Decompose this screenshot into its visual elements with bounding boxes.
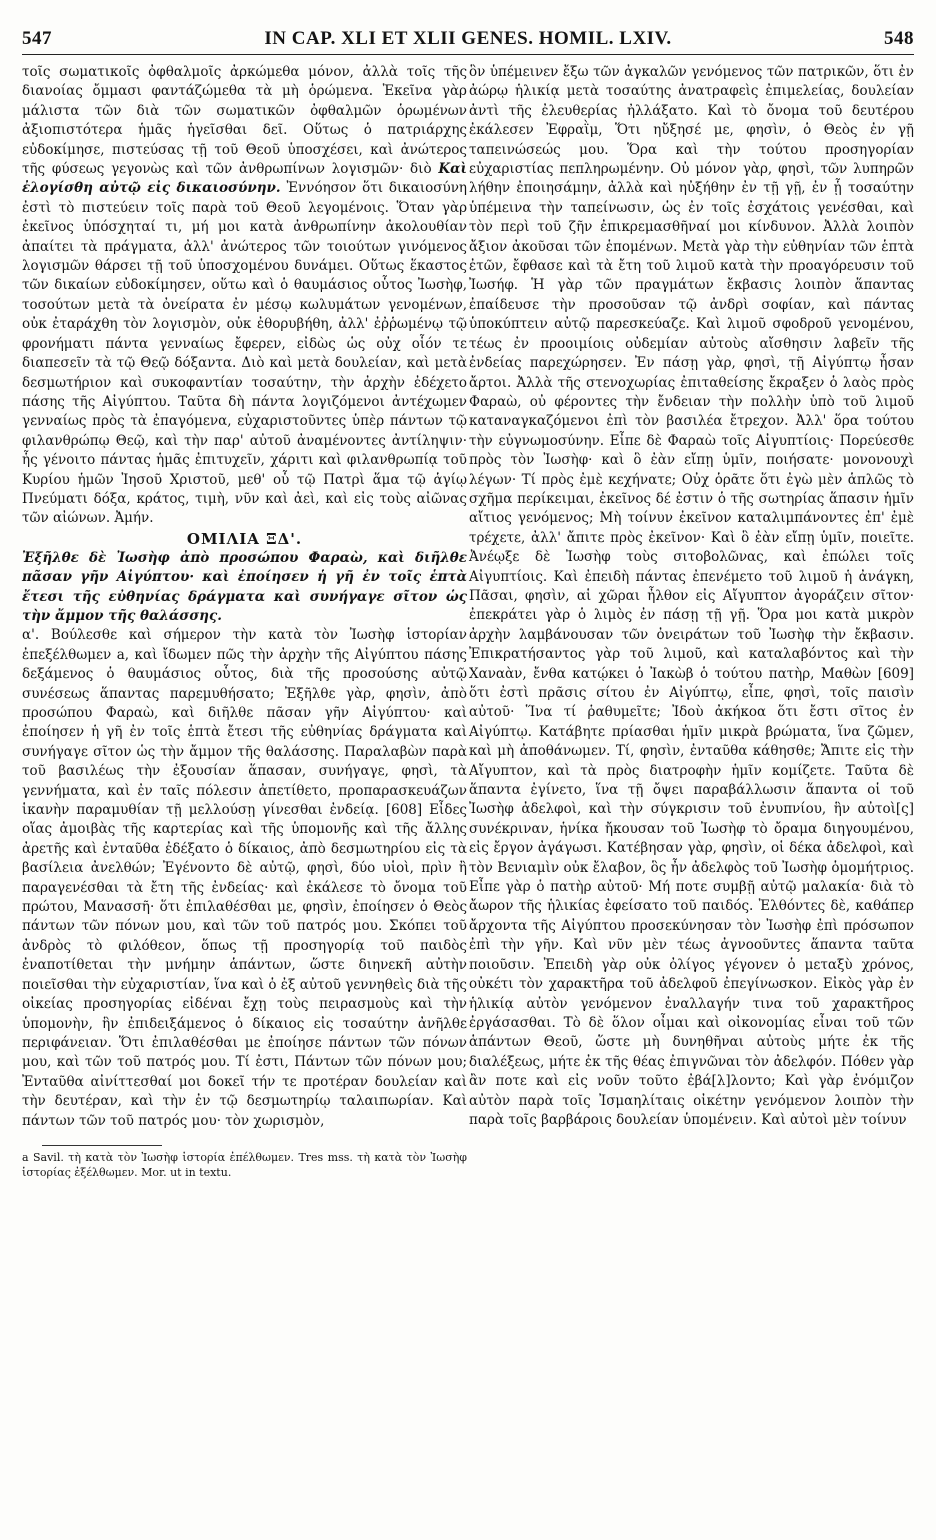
right-column (469, 63, 914, 1180)
two-column-body (22, 63, 914, 1180)
homily-lemma: Ἐξῆλθε δὲ Ἰωσὴφ ἀπὸ προσώπου Φαραὼ, καὶ διῆλθε πᾶσαν γῆν Αἰγύπτου· καὶ ἐποίησεν ἡ γῆ ἐν τοῖς ἑπτὰ ἔτεσι τῆς εὐθηνίας δράγματα καὶ συνήγαγε σῖτον ὡς τὴν ἄμμον τῆς θαλάσσης. (22, 549, 467, 624)
running-header (22, 28, 914, 55)
left-paragraph-2: α'. Βούλεσθε καὶ σήμερον τὴν κατὰ τὸν Ἰωσὴφ ἱστορίαν ἐπεξέλθωμεν a, καὶ ἴδωμεν πῶς τὴν ἀρχὴν τῆς Αἰγύπτου πάσης δεξάμενος ὁ θαυμάσιος οὗτος, διὰ τῆς προσούσης αὐτῷ συνέσεως ἅπαντας παρεμυθήσατο; Ἐξῆλθε γὰρ, φησὶν, ἀπὸ προσώπου Φαραὼ, καὶ διῆλθε πᾶσαν γῆν Αἰγύπτου· καὶ ἐποίησεν ἡ γῆ ἐν τοῖς ἑπτὰ ἔτεσι τῆς εὐθηνίας δράγματα καὶ συνήγαγε σῖτον ὡς τὴν ἄμμον τῆς θαλάσσης. Παραλαβὼν παρὰ τοῦ βασιλέως τὴν ἐξουσίαν ἅπασαν, συνήγαγε, φησὶ, τὰ γεννήματα, καὶ ἐν ταῖς πόλεσιν ἀπετίθετο, προπαρασκευάζων ἱκανὴν παραμυθίαν τῇ μελλούσῃ γίνεσθαι ἐνδείᾳ. [608] Εἶδες οἵας ἀμοιβὰς τῆς καρτερίας καὶ τῆς ὑπομονῆς καὶ τῆς ἄλλης ἀρετῆς καὶ ἐνταῦθα ἐδέξατο ὁ δίκαιος, ἀπὸ δεσμωτηρίου εἰς τὰ βασίλεια ἀνελθών; Ἐγένοντο δὲ αὐτῷ, φησὶ, δύο υἱοὶ, πρὶν ἢ παραγενέσθαι τὰ ἔτη τῆς ἐνδείας· καὶ ἐκάλεσε τὸ ὄνομα τοῦ πρώτου, Μανασσῆ· ὅτι ἐπιλαθέσθαι με, φησὶν, ἐποίησεν ὁ Θεὸς πάντων τῶν πόνων μου, καὶ τῶν τοῦ πατρός μου. Σκόπει τοῦ ἀνδρὸς τὸ φιλόθεον, ὅπως τῇ προσηγορίᾳ τοῦ παιδὸς ἐναποτίθεται τὴν μνήμην ἁπάντων, ὥστε διηνεκῆ αὐτὴν ποιεῖσθαι τὴν εὐχαριστίαν, ἵνα καὶ ὁ ἐξ αὐτοῦ γεννηθεὶς διὰ τῆς οἰκείας προσηγορίας εἰδέναι ἔχῃ τοὺς πειρασμοὺς καὶ τὴν ὑπομονὴν, ἣν ἐπιδειξάμενος ὁ δίκαιος εἰς τοσαύτην ἀνῆλθε περιφάνειαν. Ὅτι ἐπιλαθέσθαι με ἐποίησε πάντων τῶν πόνων μου, καὶ τῶν τοῦ πατρός μου. Τί ἐστι, Πάντων τῶν πόνων μου; Ἐνταῦθα αἰνίττεσθαί μοι δοκεῖ τήν τε προτέραν δουλείαν καὶ τὴν δευτέραν, καὶ τὴν ἐν τῷ δεσμωτηρίῳ ταλαιπωρίαν. Καὶ πάντων τῶν τοῦ πατρός μου· τὸν χωρισμὸν, (22, 627, 467, 1129)
running-title: IN CAP. XLI ET XLII GENES. HOMIL. LXIV. (264, 28, 672, 49)
right-page-number: 548 (884, 28, 914, 49)
right-paragraph-1: ὃν ὑπέμεινεν ἔξω τῶν ἀγκαλῶν γενόμενος τῶν πατρικῶν, ὅτι ἐν ἀώρῳ ἡλικίᾳ μετὰ τοσαύτης ἀνατραφεὶς ἐπιμελείας, δουλείαν ἀντὶ τῆς ἐλευθερίας ἠλλάξατο. Καὶ τὸ ὄνομα τοῦ δευτέρου ἐκάλεσεν Ἐφραῒμ, Ὅτι ηὔξησέ με, φησὶν, ὁ Θεὸς ἐν γῇ ταπεινώσεώς μου. Ὅρα καὶ τὴν τούτου προσηγορίαν εὐχαριστίας πεπληρωμένην. Οὐ μόνον γὰρ, φησὶ, τῶν λυπηρῶν λήθην ἐποιησάμην, ἀλλὰ καὶ ηὐξήθην ἐν τῇ γῇ, ἐν ᾗ τοσαύτην ὑπέμεινα τὴν ταπείνωσιν, ὡς ἐν τοῖς ἐσχάτοις γενέσθαι, καὶ τὸν περὶ τοῦ ζῆν ἐπικρεμασθῆναί μοι κίνδυνον. Ἀλλὰ λοιπὸν ἄξιον ἀκοῦσαι τῶν ἑπομένων. Μετὰ γὰρ τὴν εὐθηνίαν τῶν ἑπτὰ ἐτῶν, ἔφθασε καὶ τὰ ἔτη τοῦ λιμοῦ κατὰ τὴν προαγόρευσιν τοῦ Ἰωσήφ. Ἡ γὰρ τῶν πραγμάτων ἔκβασις λοιπὸν ἅπαντας ἐπαίδευσε τὴν προσοῦσαν τῷ ἀνδρὶ σοφίαν, καὶ πάντας ὑποκύπτειν αὐτῷ παρεσκεύαζε. Καὶ λιμοῦ σφοδροῦ γενομένου, τέως ἐν προοιμίοις οὐδεμίαν αὐτοὺς αἴσθησιν λαβεῖν τῆς ἐνδείας παρεχώρησεν. Ἐν πάσῃ γὰρ, φησὶ, τῇ Αἰγύπτῳ ἦσαν ἄρτοι. Ἀλλὰ τῆς στενοχωρίας ἐπιταθείσης ἔκραξεν ὁ λαὸς πρὸς Φαραὼ, οὐ φέροντες τὴν ἔνδειαν τὴν πολλὴν ὑπὸ τοῦ λιμοῦ καταναγκαζόμενοι ἐπὶ τὸν βασιλέα ἔτρεχον. Ἀλλ' ὅρα τούτου τὴν εὐγνωμοσύνην. Εἶπε δὲ Φαραὼ τοῖς Αἰγυπτίοις· Πορεύεσθε πρὸς τὸν Ἰωσὴφ· καὶ ὃ ἐὰν εἴπῃ ὑμῖν, ποιήσατε· μονονουχὶ λέγων· Τί πρὸς ἐμὲ κεχήνατε; Οὐχ ὁρᾶτε ὅτι ἐγὼ μὲν ἁπλῶς τὸ σχῆμα περίκειμαι, ἐκεῖνος δέ ἐστιν ὁ τῆς σωτηρίας ἅπασιν ἡμῖν αἴτιος γενόμενος; Μὴ τοίνυν ἐκεῖνον καταλιμπάνοντες ἐπ' ἐμὲ τρέχετε, ἀλλ' ἄπιτε πρὸς ἐκεῖνον· Καὶ ὃ ἐὰν εἴπῃ ὑμῖν, ποιεῖτε. Ἀνέῳξε δὲ Ἰωσὴφ τοὺς σιτοβολῶνας, καὶ ἐπώλει τοῖς Αἰγυπτίοις. Καὶ ἐπειδὴ πάντας ἐπενέμετο τοῦ λιμοῦ ἡ ἀνάγκη, Πᾶσαι, φησὶν, αἱ χῶραι ἦλθον εἰς Αἴγυπτον ἀγοράζειν σῖτον· ἐπεκράτει γὰρ ὁ λιμὸς ἐν πάσῃ τῇ γῇ. Ὅρα μοι κατὰ μικρὸν ἀρχὴν λαμβάνουσαν τῶν ὀνειράτων τοῦ Ἰωσὴφ τὴν ἔκβασιν. Ἐπικρατήσαντος γὰρ τοῦ λιμοῦ, καὶ καταλαβόντος καὶ τὴν Χαναὰν, ἔνθα κατῴκει ὁ Ἰακὼβ ὁ τούτου πατὴρ, Μαθὼν [609] ὅτι ἐστὶ πρᾶσις σίτου ἐν Αἰγύπτῳ, εἶπε, φησὶ, τοῖς παισὶν αὐτοῦ· Ἵνα τί ῥαθυμεῖτε; Ἰδοὺ ἀκήκοα ὅτι ἔστι σῖτος ἐν Αἰγύπτῳ. Κατάβητε πρίασθαι ἡμῖν μικρὰ βρώματα, ἵνα ζῶμεν, καὶ μὴ ἀποθάνωμεν. Τί, φησὶν, ἐνταῦθα κάθησθε; Ἄπιτε εἰς τὴν Αἴγυπτον, καὶ τὰ πρὸς διατροφὴν ἡμῖν κομίζετε. Ταῦτα δὲ ἅπαντα ἐγίνετο, ἵνα τῇ ὄψει παραβάλλωσιν ἅπαντα οἱ τοῦ Ἰωσὴφ ἀδελφοὶ, καὶ τὴν σύγκρισιν τοῦ ἐνυπνίου, ἣν αὐτοὶ[ς] συνέκριναν, ἡνίκα ἤκουσαν τοῦ Ἰωσὴφ τὸ ὄραμα διηγουμένου, εἰς ἔργον ἀγάγωσι. Κατέβησαν γὰρ, φησὶν, οἱ δέκα ἀδελφοὶ, καὶ τὸν Βενιαμὶν οὐκ ἔλαβον, ὃς ἦν ἀδελφὸς τοῦ Ἰωσὴφ ὁμομήτριος. Εἶπε γὰρ ὁ πατὴρ αὐτοῦ· Μή ποτε συμβῇ αὐτῷ μαλακία· διὰ τὸ ἄωρον τῆς ἡλικίας ἐφείσατο τοῦ παιδός. Ἐλθόντες δὲ, καθάπερ ἄρχοντα τῆς Αἰγύπτου προσεκύνησαν τὸν Ἰωσὴφ ἐπὶ πρόσωπον ἐπὶ τὴν γῆν. Καὶ νῦν μὲν τέως ἀγνοοῦντες ἅπαντα ταῦτα ποιοῦσιν. Ἐπειδὴ γὰρ οὐκ ὀλίγος γέγονεν ὁ μεταξὺ χρόνος, οὐκέτι τὸν χαρακτῆρα τοῦ ἀδελφοῦ ἐπεγίνωσκον. Εἰκὸς γὰρ ἐν ἡλικίᾳ αὐτὸν γενόμενον ἐναλλαγήν τινα τοῦ χαρακτῆρος ἐργάσασθαι. Τὸ δὲ ὅλον οἶμαι καὶ οἰκονομίας εἶναι τοῦ τῶν ἁπάντων Θεοῦ, ὥστε μὴ δυνηθῆναι αὐτοὺς μήτε ἐκ τῆς διαλέξεως, μήτε ἐκ τῆς θέας ἐπιγνῶναι τὸν ἀδελφόν. Πόθεν γὰρ ἂν ποτε καὶ εἰς νοῦν τοῦτο ἐβά[λ]λοντο; Καὶ γὰρ ἐνόμιζον αὐτὸν παρὰ τοῖς Ἰσμαηλίταις οἰκέτην γενόμενον λοιπὸν τὴν παρὰ τοῖς βαρβάροις δουλείαν ὑπομένειν. Καὶ αὐτοὶ μὲν τοίνυν (469, 64, 914, 1128)
left-column (22, 63, 467, 1180)
footnote: a Savil. τὴ κατὰ τὸν Ἰωσὴφ ἱστορία ἐπέλθωμεν. Tres mss. τὴ κατὰ τὸν Ἰωσὴφ ἱστορίας ἐξέλθωμεν. Mor. ut in textu. (22, 1150, 467, 1179)
homily-title: ΟΜΙΛΙΑ ΞΔ'. (186, 529, 303, 548)
scripture-quote: Καὶ ἐλογίσθη αὐτῷ εἰς δικαιοσύνην. (22, 161, 468, 197)
left-paragraph-1: τοῖς σωματικοῖς ὀφθαλμοῖς ἀρκώμεθα μόνον, ἀλλὰ τοῖς τῆς διανοίας ὄμμασι φαντάζώμεθα τὰ μὴ ὁρώμενα. Ἐκεῖνα γὰρ μάλιστα τῶν διὰ τῶν σωματικῶν ὀφθαλμῶν ὁρωμένων ἀξιοπιστότερα ἡμᾶς ἡγεῖσθαι δεῖ. Οὕτως ὁ πατριάρχης εὐδοκίμησε, πιστεύσας τῇ τοῦ Θεοῦ ὑποσχέσει, καὶ ἀνώτερος τῆς φύσεως γεγονὼς καὶ τῶν ἀνθρωπίνων λογισμῶν· διὸ Καὶ ἐλογίσθη αὐτῷ εἰς δικαιοσύνην. Ἐννόησον ὅτι δικαιοσύνη ἐστὶ τὸ πιστεύειν τοῖς παρὰ τοῦ Θεοῦ λεγομένοις. Ὅταν γὰρ ἐκεῖνος ὑπόσχηταί τι, μή μοι κατὰ ἀνθρωπίνην ἀκολουθίαν ἀπαίτει τὰ πράγματα, ἀλλ' ἀνώτερος τῶν τοιούτων γινόμενος λογισμῶν θάρσει τῇ τοῦ ὑποσχομένου δυνάμει. Οὕτως ἕκαστος τῶν δικαίων εὐδοκίμησεν, οὕτω καὶ ὁ θαυμάσιος οὗτος Ἰωσὴφ, τοσούτων μετὰ τὰ ὀνείρατα ἐν μέσῳ κωλυμάτων γενομένων, οὐκ ἐταράχθη τὸν λογισμὸν, οὐκ ἐθορυβήθη, ἀλλ' ἐῤῥωμένῳ τῷ φρονήματι πάντα γενναίως ἔφερεν, εἰδὼς ὡς οὐχ οἷόν τε διαπεσεῖν τὰ τῷ Θεῷ δόξαντα. Διὸ καὶ μετὰ δουλείαν, καὶ μετὰ δεσμωτήριον καὶ συκοφαντίαν τοσαύτην, τὴν ἀρχὴν ἐδέχετο πάσης τῆς Αἰγύπτου. Ταῦτα δὴ πάντα λογιζόμενοι ἀντέχωμεν γενναίως πρὸς τὰ ἐπαγόμενα, εὐχαριστοῦντες ὑπὲρ πάντων τῷ φιλανθρώπῳ Θεῷ, καὶ τὴν παρ' αὐτοῦ ἀναμένοντες ἀντίληψιν· ἧς γένοιτο πάντας ἡμᾶς ἐπιτυχεῖν, χάριτι καὶ φιλανθρωπίᾳ τοῦ Κυρίου ἡμῶν Ἰησοῦ Χριστοῦ, μεθ' οὗ τῷ Πατρὶ ἅμα τῷ ἁγίῳ Πνεύματι δόξα, κράτος, τιμὴ, νῦν καὶ ἀεὶ, καὶ εἰς τοὺς αἰῶνας τῶν αἰώνων. Ἀμήν. (22, 64, 468, 527)
left-page-number: 547 (22, 28, 52, 49)
footnote-rule (42, 1145, 162, 1146)
